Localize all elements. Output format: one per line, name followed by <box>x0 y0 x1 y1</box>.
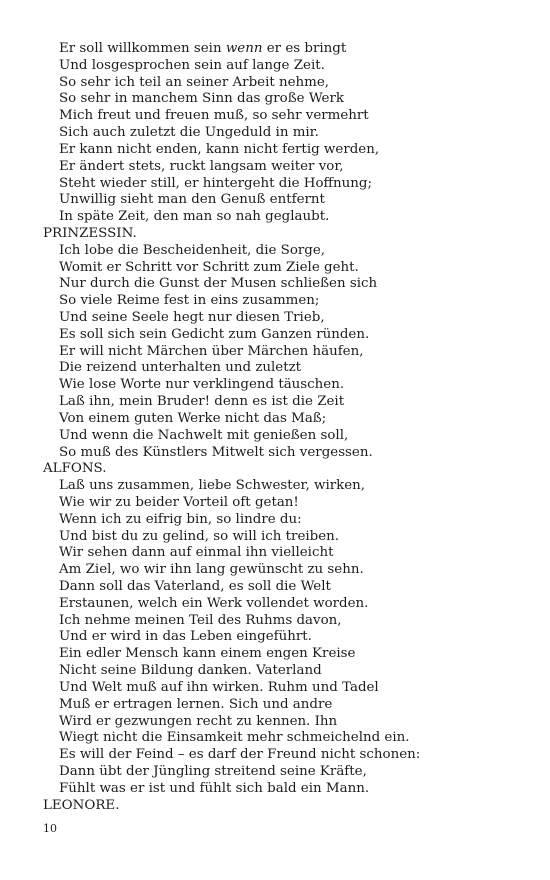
verse-line: Von einem guten Werke nicht das Maß; <box>59 410 327 426</box>
verse-line: Wenn ich zu eifrig bin, so lindre du: <box>59 511 302 527</box>
verse-line: Nur durch die Gunst der Musen schließen sich <box>59 276 378 292</box>
verse-line: Mich freut und freuen muß, so sehr vermehrt <box>59 108 369 124</box>
verse-line: Und seine Seele hegt nur diesen Trieb, <box>59 310 325 325</box>
page-number: 10 <box>43 822 57 835</box>
verse-line: Er ändert stets, ruckt langsam weiter vor, <box>59 158 344 174</box>
verse-line <box>43 41 523 58</box>
verse-line: Und Welt muß auf ihn wirken. Ruhm und Tadel <box>59 679 379 695</box>
verse-line: Und bist du zu gelind, so will ich treiben. <box>59 528 340 544</box>
verse-text-block <box>43 41 523 814</box>
verse-line: Es soll sich sein Gedicht zum Ganzen ründen. <box>59 326 370 342</box>
verse-line: Und losgesprochen sein auf lange Zeit. <box>59 57 325 73</box>
verse-line: So muß des Künstlers Mitwelt sich vergessen. <box>59 444 373 460</box>
verse-line: So sehr in manchem Sinn das große Werk <box>59 91 344 107</box>
emphasized-word: wenn <box>225 41 263 56</box>
verse-line: Es will der Feind – es darf der Freund nicht schonen: <box>59 747 421 763</box>
verse-line: So sehr ich teil an seiner Arbeit nehme, <box>59 74 330 90</box>
verse-line: So viele Reime fest in eins zusammen; <box>59 293 320 309</box>
verse-segment: Er soll willkommen sein <box>59 41 226 56</box>
verse-line: Er kann nicht enden, kann nicht fertig werden, <box>59 141 380 157</box>
verse-line: Dann übt der Jüngling streitend seine Kräfte, <box>59 763 367 779</box>
verse-line: Ich lobe die Bescheidenheit, die Sorge, <box>59 242 326 258</box>
verse-line: Wie lose Worte nur verklingend täuschen. <box>59 377 345 393</box>
speaker-name: PRINZESSIN. <box>43 225 137 241</box>
verse-line: In späte Zeit, den man so nah geglaubt. <box>59 209 330 225</box>
verse-line: Wir sehen dann auf einmal ihn vielleicht <box>59 545 334 561</box>
verse-line: Und wenn die Nachwelt mit genießen soll, <box>59 427 349 443</box>
verse-line: Sich auch zuletzt die Ungeduld in mir. <box>59 125 319 141</box>
verse-line: Und er wird in das Leben eingeführt. <box>59 629 312 645</box>
verse-line: Er will nicht Märchen über Märchen häufen, <box>59 343 364 359</box>
verse-line: Die reizend unterhalten und zuletzt <box>59 360 302 376</box>
verse-line: Steht wieder still, er hintergeht die Hoffnung; <box>59 175 372 191</box>
verse-line: Erstaunen, welch ein Werk vollendet worden. <box>59 595 369 611</box>
verse-segment: er es bringt <box>262 41 347 56</box>
verse-line: Wiegt nicht die Einsamkeit mehr schmeichelnd ein. <box>59 730 410 746</box>
verse-line: Laß ihn, mein Bruder! denn es ist die Zeit <box>59 394 345 410</box>
verse-line: Nicht seine Bildung danken. Vaterland <box>59 663 322 679</box>
verse-line: Muß er ertragen lernen. Sich und andre <box>59 696 333 712</box>
verse-line: Laß uns zusammen, liebe Schwester, wirken, <box>59 478 366 494</box>
verse-line: Wie wir zu beider Vorteil oft getan! <box>59 494 299 510</box>
verse-line: Womit er Schritt vor Schritt zum Ziele geht. <box>59 259 359 275</box>
speaker-name: LEONORE. <box>43 797 120 813</box>
verse-line: Ich nehme meinen Teil des Ruhms davon, <box>59 612 342 628</box>
verse-line: Am Ziel, wo wir ihn lang gewünscht zu sehn. <box>59 562 364 578</box>
verse-line: Wird er gezwungen recht zu kennen. Ihn <box>59 713 338 729</box>
speaker-name: ALFONS. <box>43 461 107 477</box>
verse-line: Fühlt was er ist und fühlt sich bald ein Mann. <box>59 780 370 796</box>
verse-line: Unwillig sieht man den Genuß entfernt <box>59 192 325 208</box>
verse-line: Ein edler Mensch kann einem engen Kreise <box>59 646 356 662</box>
verse-line: Dann soll das Vaterland, es soll die Welt <box>59 579 331 594</box>
